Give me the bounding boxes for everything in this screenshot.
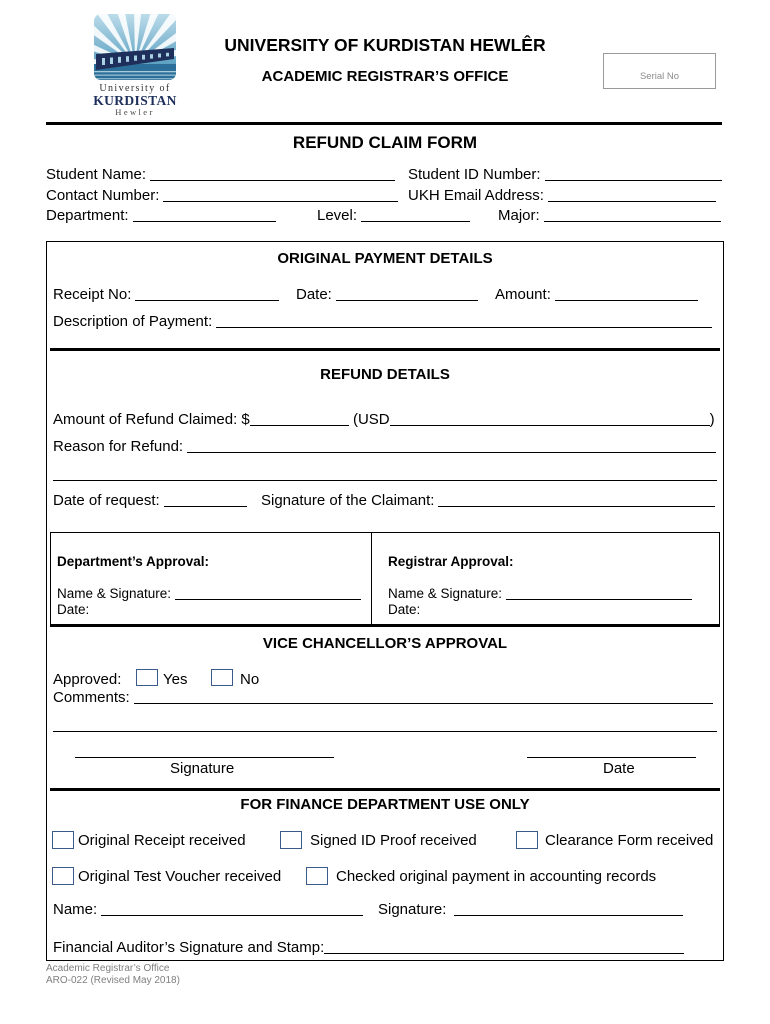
auditor-signature-field[interactable] xyxy=(324,942,684,954)
refund-reason-extra-line[interactable] xyxy=(53,480,717,481)
comments-label: Comments: xyxy=(53,689,130,706)
clearance-form-checkbox[interactable] xyxy=(516,831,538,849)
student-name-label: Student Name: xyxy=(46,166,147,183)
serial-number-label: Serial No xyxy=(639,71,680,82)
claimant-signature-field[interactable] xyxy=(438,495,715,507)
footer-office: Academic Registrar’s Office xyxy=(46,963,170,974)
refund-currency-open: (USD xyxy=(352,411,390,428)
approved-yes-label: Yes xyxy=(163,671,188,688)
finance-heading: FOR FINANCE DEPARTMENT USE ONLY xyxy=(240,796,530,813)
clearance-form-label: Clearance Form received xyxy=(545,832,714,849)
finance-name-row xyxy=(53,901,363,919)
registrar-approval-name-row xyxy=(388,586,692,602)
footer-form-code: ARO-022 (Revised May 2018) xyxy=(46,975,180,986)
department-approval-heading: Department’s Approval: xyxy=(57,554,210,569)
registrar-approval-date-label: Date: xyxy=(388,602,421,617)
refund-amount-label: Amount of Refund Claimed: $ xyxy=(53,411,250,428)
refund-reason-label: Reason for Refund: xyxy=(53,438,184,455)
department-row xyxy=(46,207,276,225)
payment-amount-field[interactable] xyxy=(555,289,698,301)
refund-amount-field[interactable] xyxy=(250,414,349,426)
email-row xyxy=(408,187,716,205)
header-divider xyxy=(46,122,722,125)
request-date-row xyxy=(53,492,247,510)
logo-text-kurdistan: KURDISTAN xyxy=(93,93,177,108)
original-test-voucher-checkbox[interactable] xyxy=(52,867,74,885)
major-row xyxy=(498,207,721,225)
department-approval-name-label: Name & Signature: xyxy=(57,586,172,601)
signed-id-proof-label: Signed ID Proof received xyxy=(310,832,477,849)
approvals-column-divider xyxy=(371,532,372,625)
vc-signature-line[interactable] xyxy=(75,757,334,758)
vc-date-line[interactable] xyxy=(527,757,696,758)
receipt-no-row xyxy=(53,286,279,304)
refund-details-heading: REFUND DETAILS xyxy=(320,366,450,383)
level-label: Level: xyxy=(317,207,358,224)
approved-no-label: No xyxy=(240,671,260,688)
major-label: Major: xyxy=(498,207,540,224)
finance-name-label: Name: xyxy=(53,901,98,918)
student-name-row xyxy=(46,166,395,184)
original-receipt-checkbox[interactable] xyxy=(52,831,74,849)
refund-currency-field[interactable] xyxy=(390,414,710,426)
payment-amount-label: Amount: xyxy=(495,286,551,303)
university-title: UNIVERSITY OF KURDISTAN HEWLÊR xyxy=(224,35,546,55)
vice-chancellor-heading: VICE CHANCELLOR’S APPROVAL xyxy=(262,635,508,652)
registrar-approval-name-field[interactable] xyxy=(506,588,692,600)
original-test-voucher-label: Original Test Voucher received xyxy=(78,868,282,885)
comments-row xyxy=(53,689,713,707)
request-date-field[interactable] xyxy=(164,495,247,507)
auditor-signature-label: Financial Auditor’s Signature and Stamp: xyxy=(53,939,325,956)
refund-reason-field[interactable] xyxy=(187,441,716,453)
original-payment-heading: ORIGINAL PAYMENT DETAILS xyxy=(277,250,493,267)
receipt-no-field[interactable] xyxy=(135,289,279,301)
form-title: REFUND CLAIM FORM xyxy=(292,133,478,152)
office-title: ACADEMIC REGISTRAR’S OFFICE xyxy=(261,68,509,85)
checked-original-payment-checkbox[interactable] xyxy=(306,867,328,885)
student-id-row xyxy=(408,166,722,184)
refund-reason-row xyxy=(53,438,716,456)
finance-name-field[interactable] xyxy=(101,904,363,916)
major-field[interactable] xyxy=(544,210,721,222)
payment-amount-row xyxy=(495,286,698,304)
section-divider xyxy=(50,788,720,791)
request-date-label: Date of request: xyxy=(53,492,160,509)
department-label: Department: xyxy=(46,207,129,224)
claimant-signature-label: Signature of the Claimant: xyxy=(261,492,435,509)
payment-description-field[interactable] xyxy=(216,316,712,328)
department-approval-name-field[interactable] xyxy=(175,588,361,600)
section-divider xyxy=(50,624,720,627)
contact-number-row xyxy=(46,187,398,205)
comments-extra-line[interactable] xyxy=(53,731,717,732)
department-approval-name-row xyxy=(57,586,361,602)
registrar-approval-heading: Registrar Approval: xyxy=(388,554,514,569)
vc-signature-caption: Signature xyxy=(170,760,235,777)
receipt-no-label: Receipt No: xyxy=(53,286,132,303)
email-label: UKH Email Address: xyxy=(408,187,544,204)
approved-no-checkbox[interactable] xyxy=(211,669,233,686)
approvals-table xyxy=(50,532,720,625)
payment-date-row xyxy=(296,286,478,304)
contact-number-label: Contact Number: xyxy=(46,187,160,204)
email-field[interactable] xyxy=(548,190,716,202)
section-divider xyxy=(50,348,720,351)
contact-number-field[interactable] xyxy=(163,190,398,202)
student-id-field[interactable] xyxy=(545,169,722,181)
registrar-approval-name-label: Name & Signature: xyxy=(388,586,503,601)
level-field[interactable] xyxy=(361,210,470,222)
finance-signature-label: Signature: xyxy=(378,901,447,918)
claimant-signature-row xyxy=(261,492,715,510)
logo-text-university-of: University of xyxy=(99,83,171,94)
checked-original-payment-label: Checked original payment in accounting records xyxy=(336,868,657,885)
vc-date-caption: Date xyxy=(603,760,635,777)
payment-date-label: Date: xyxy=(296,286,332,303)
refund-amount-row xyxy=(53,411,715,429)
serial-number-box[interactable] xyxy=(603,53,716,89)
department-approval-date-label: Date: xyxy=(57,602,90,617)
finance-signature-field[interactable] xyxy=(454,904,683,916)
comments-field[interactable] xyxy=(134,692,713,704)
approved-yes-checkbox[interactable] xyxy=(136,669,158,686)
finance-signature-row xyxy=(378,901,683,919)
approved-label: Approved: xyxy=(53,671,122,688)
student-name-field[interactable] xyxy=(150,169,395,181)
payment-description-row xyxy=(53,313,712,331)
payment-description-label: Description of Payment: xyxy=(53,313,213,330)
department-field[interactable] xyxy=(133,210,276,222)
original-receipt-label: Original Receipt received xyxy=(78,832,246,849)
auditor-signature-row xyxy=(53,939,684,957)
payment-date-field[interactable] xyxy=(336,289,478,301)
student-id-label: Student ID Number: xyxy=(408,166,541,183)
refund-currency-close: ) xyxy=(709,411,715,428)
level-row xyxy=(317,207,470,225)
logo-text-hewler: Hewler xyxy=(115,107,155,117)
signed-id-proof-checkbox[interactable] xyxy=(280,831,302,849)
